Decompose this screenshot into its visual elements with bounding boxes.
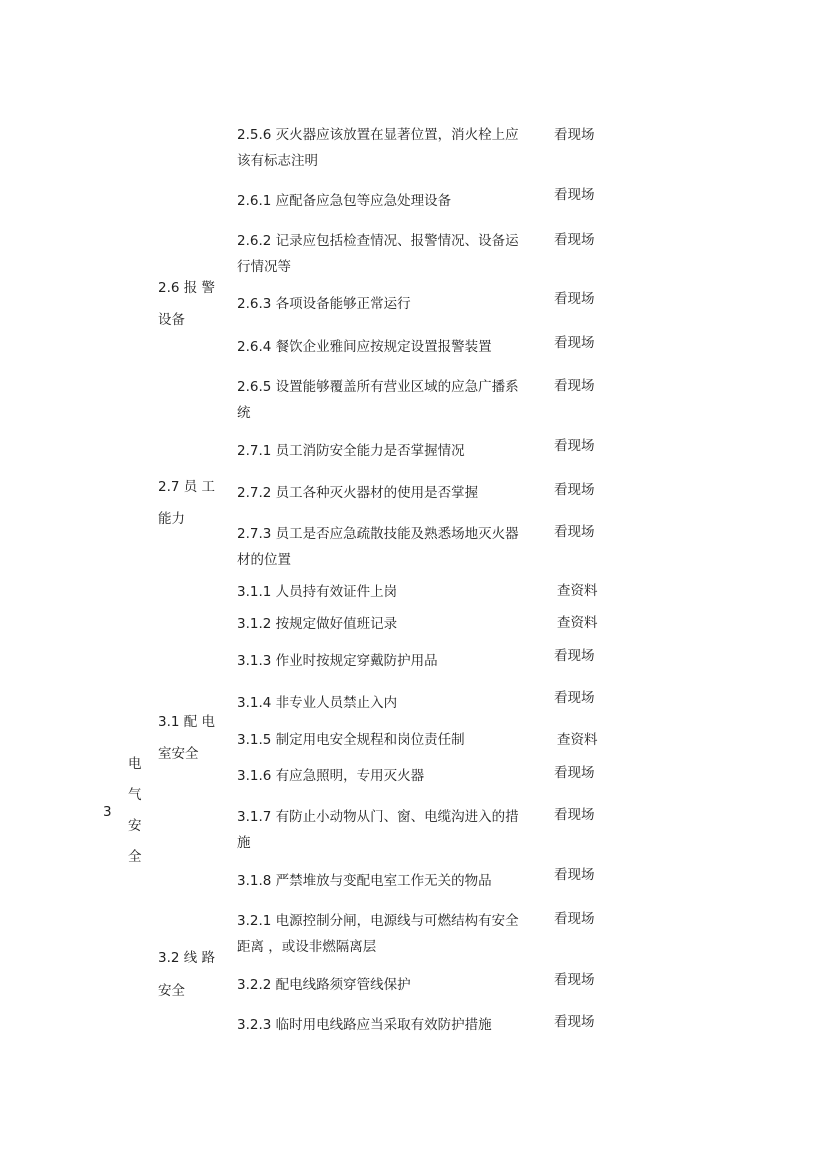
- check-method: 看现场: [554, 867, 595, 883]
- item-text: 3.1.4 非专业人员禁止入内: [237, 695, 398, 711]
- item-text: 3.1.3 作业时按规定穿戴防护用品: [237, 653, 438, 669]
- section-title-char: 安: [128, 818, 142, 834]
- check-method: 看现场: [554, 765, 595, 781]
- check-method: 看现场: [554, 482, 595, 498]
- item-text: 2.7.2 员工各种灭火器材的使用是否掌握: [237, 485, 479, 501]
- group-label: 2.7 员 工: [158, 479, 216, 495]
- item-text: 3.2.2 配电线路须穿管线保护: [237, 977, 411, 993]
- section-title-char: 电: [128, 756, 142, 772]
- check-method: 看现场: [554, 690, 595, 706]
- check-method: 看现场: [554, 911, 595, 927]
- section-title-char: 全: [128, 849, 142, 865]
- item-text: 2.6.2 记录应包括检查情况、报警情况、设备运: [237, 233, 519, 249]
- item-text: 2.6.5 设置能够覆盖所有营业区域的应急广播系: [237, 379, 519, 395]
- check-method: 看现场: [554, 187, 595, 203]
- item-text: 3.1.6 有应急照明，专用灭火器: [237, 768, 425, 784]
- item-text: 3.1.5 制定用电安全规程和岗位责任制: [237, 732, 465, 748]
- check-method: 查资料: [557, 583, 598, 599]
- check-method: 看现场: [554, 127, 595, 143]
- check-method: 看现场: [554, 972, 595, 988]
- section-number: 3: [103, 804, 112, 820]
- check-method: 看现场: [554, 335, 595, 351]
- check-method: 看现场: [554, 648, 595, 664]
- item-text: 2.7.1 员工消防安全能力是否掌握情况: [237, 443, 465, 459]
- item-text: 行情况等: [237, 259, 291, 275]
- item-text: 2.5.6 灭火器应该放置在显著位置，消火栓上应: [237, 127, 519, 143]
- section-title-char: 气: [128, 787, 142, 803]
- group-label: 能力: [158, 511, 185, 527]
- item-text: 2.7.3 员工是否应急疏散技能及熟悉场地灭火器: [237, 526, 519, 542]
- check-method: 看现场: [554, 807, 595, 823]
- item-text: 3.2.1 电源控制分闸，电源线与可燃结构有安全: [237, 913, 519, 929]
- item-text: 施: [237, 835, 251, 851]
- item-text: 3.1.8 严禁堆放与变配电室工作无关的物品: [237, 873, 492, 889]
- item-text: 统: [237, 405, 251, 421]
- check-method: 看现场: [554, 524, 595, 540]
- check-method: 看现场: [554, 438, 595, 454]
- group-label: 室安全: [158, 746, 199, 762]
- item-text: 3.2.3 临时用电线路应当采取有效防护措施: [237, 1017, 492, 1033]
- check-method: 看现场: [554, 291, 595, 307]
- group-label: 安全: [158, 983, 185, 999]
- item-text: 2.6.1 应配备应急包等应急处理设备: [237, 193, 452, 209]
- check-method: 查资料: [557, 615, 598, 631]
- group-label: 3.2 线 路: [158, 950, 216, 966]
- item-text: 该有标志注明: [237, 153, 318, 169]
- item-text: 距离 ，或设非燃隔离层: [237, 939, 377, 955]
- item-text: 3.1.1 人员持有效证件上岗: [237, 584, 398, 600]
- item-text: 3.1.7 有防止小动物从门、窗、电缆沟进入的措: [237, 809, 519, 825]
- group-label: 设备: [158, 312, 185, 328]
- item-text: 2.6.3 各项设备能够正常运行: [237, 296, 411, 312]
- item-text: 3.1.2 按规定做好值班记录: [237, 616, 398, 632]
- item-text: 材的位置: [237, 552, 291, 568]
- check-method: 查资料: [557, 732, 598, 748]
- group-label: 2.6 报 警: [158, 280, 216, 296]
- group-label: 3.1 配 电: [158, 714, 216, 730]
- check-method: 看现场: [554, 1014, 595, 1030]
- check-method: 看现场: [554, 378, 595, 394]
- check-method: 看现场: [554, 232, 595, 248]
- item-text: 2.6.4 餐饮企业雅间应按规定设置报警装置: [237, 339, 492, 355]
